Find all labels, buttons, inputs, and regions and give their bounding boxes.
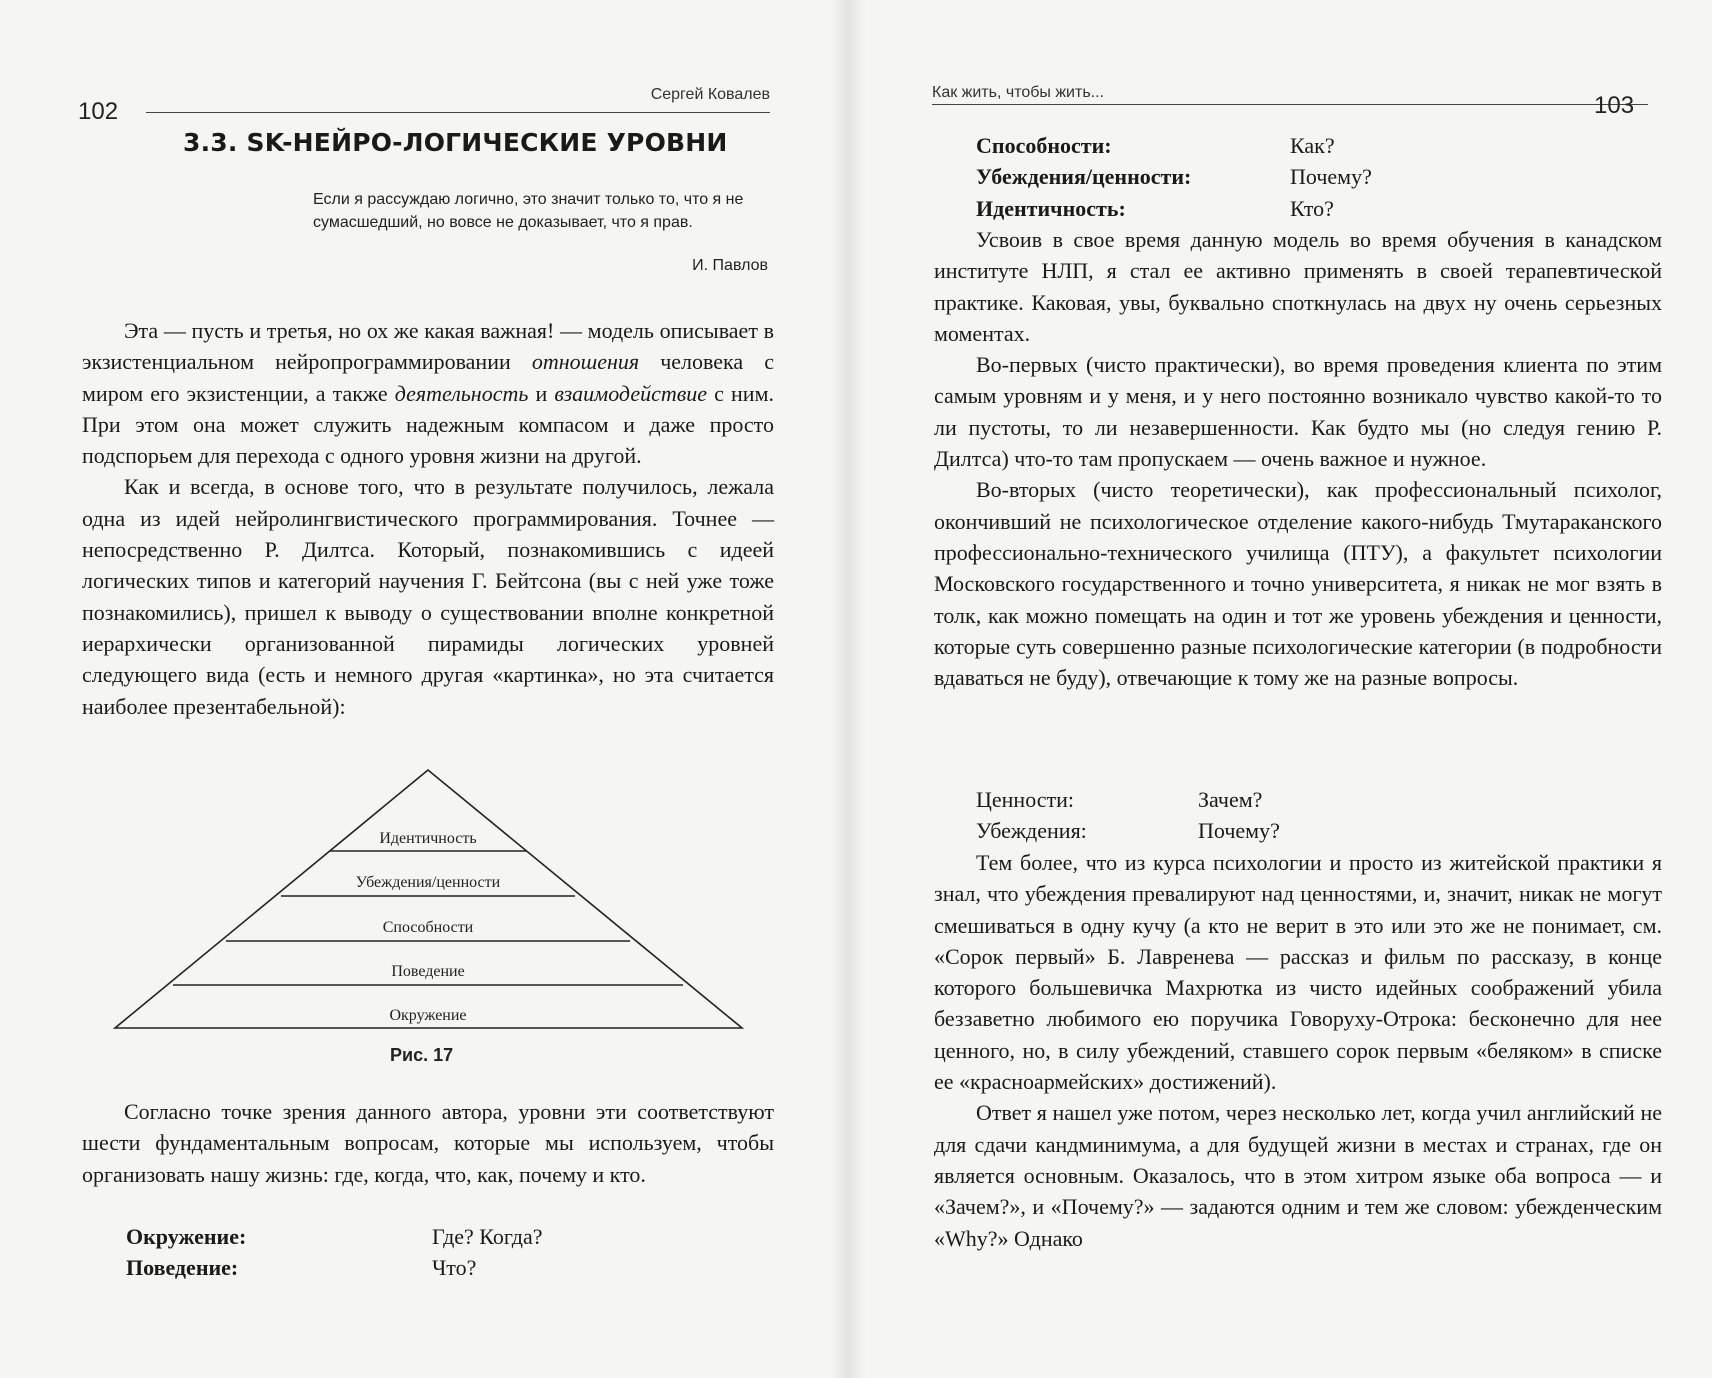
question-pair: Убеждения/ценности: Почему? <box>976 164 1372 190</box>
paragraph: Тем более, что из курса психологии и просто из житейской практики я знал, что убеждения превалируют над ценностями, и, значит, никак не могут смешиваться в одну кучу (а кто не верит в это или это же не понимает, см. «Сорок первый» Б. Лавренева — рассказ и фильм по рассказу, в конце которого большевичка Махрютка из чисто идейных соображений убила беззаветно любимого ею поручика Говоруху-Отрока: бесконечно для нее ценного, но, в силу убеждений, ставшего сорок первым «беляком» в списке ее «красноармейских» достижений). <box>934 850 1662 1095</box>
page-number-left: 102 <box>78 98 119 125</box>
question-pair: Убеждения: Почему? <box>976 818 1280 844</box>
pyramid-level-behavior: Поведение <box>391 963 465 980</box>
question-list-right-mid <box>976 784 1280 847</box>
left-body-top <box>82 315 774 722</box>
paragraph: Усвоив в свое время данную модель во время обучения в канадском институте НЛП, я стал ее активно применять в своей терапевтической практике. Каковая, увы, буквально споткнулась на двух ну очень серьезных моментах. <box>934 227 1662 346</box>
paragraph: Как и всегда, в основе того, что в результате получилось, лежала одна из идей нейролингвистического программирования. Точнее — непосредственно Р. Дилтса. Который, познакомившись с идеей логических типов и категорий научения Г. Бейтсона (вы с ней уже тоже познакомились), пришел к выводу о существовании вполне конкретной иерархически организованной пирамиды логических уровней следующего вида (есть и немного другая «картинка», но эта считается наиболее презентабельной): <box>82 474 774 719</box>
question-list-right-top <box>976 130 1372 224</box>
figure-caption: Рис. 17 <box>390 1045 454 1065</box>
pyramid-figure <box>110 765 750 1035</box>
page-number-right: 103 <box>1594 92 1635 119</box>
paragraph: Ответ я нашел уже потом, через несколько лет, когда учил английский не для сдачи кандминимума, а для будущей жизни в местах и странах, где он является основным. Оказалось, что в этом хитром языке оба вопроса — и «Зачем?», и «Почему?» — задаются одним и тем же словом: убежденческим «Why?» Однако <box>934 1100 1662 1251</box>
epigraph-author: И. Павлов <box>692 257 768 274</box>
question-pair: Окружение: Где? Когда? <box>126 1224 543 1249</box>
paragraph: Во-первых (чисто практически), во время проведения клиента по этим самым уровням и у меня, и у него постоянно возникало чувство какой-то то ли пустоты, то ли незавершенности. Как будто мы (но следуя гению Р. Дилтса) что-то там пропускаем — очень важное и нужное. <box>934 352 1662 472</box>
header-rule-right <box>932 104 1648 105</box>
running-head-left: Сергей Ковалев <box>650 86 770 103</box>
question-pair: Поведение: Что? <box>126 1255 477 1281</box>
right-body-top <box>934 224 1662 693</box>
paragraph: Согласно точке зрения данного автора, уровни эти соответствуют шести фундаментальным вопросам, которые мы используем, чтобы организовать нашу жизнь: где, когда, что, как, почему и кто. <box>82 1099 774 1187</box>
chapter-title: 3.3. SK-НЕЙРО-ЛОГИЧЕСКИЕ УРОВНИ <box>183 128 728 157</box>
header-rule-left <box>146 112 770 113</box>
left-page <box>0 0 848 1378</box>
epigraph: Если я рассуждаю логично, это значит только то, что я не сумасшедший, но вовсе не доказывает, что я прав. <box>313 191 744 231</box>
pyramid-level-capabilities: Способности <box>382 919 474 936</box>
question-pair: Ценности: Зачем? <box>976 787 1263 812</box>
paragraph: Во-вторых (чисто теоретически), как профессиональный психолог, окончивший не психологическое отделение какого-нибудь Тмутараканского профессионально-технического училища (ПТУ), а факультет психологии Московского государственного и точно университета, я никак не мог взять в толк, как можно помещать на один и тот же уровень убеждения и ценности, которые суть совершенно разные психологические категории (в подробности вдаваться не буду), отвечающие к тому же на разные вопросы. <box>934 477 1662 691</box>
pyramid-level-environment: Окружение <box>389 1007 467 1024</box>
question-pair: Способности: Как? <box>976 133 1335 158</box>
pyramid-level-beliefs: Убеждения/ценности <box>355 874 501 891</box>
running-head-right: Как жить, чтобы жить... <box>932 84 1104 101</box>
question-list-left <box>126 1221 543 1284</box>
pyramid-level-identity: Идентичность <box>379 830 477 847</box>
right-page <box>848 0 1712 1378</box>
paragraph: Эта — пусть и третья, но ох же какая важная! — модель описывает в экзистенциальном нейропрограммировании отношения человека с миром его экзистенции, а также деятельность и взаимодействие с ним. При этом она может служить надежным компасом и даже просто подспорьем для перехода с одного уровня жизни на другой. <box>82 318 775 469</box>
left-body-bottom <box>82 1096 774 1190</box>
question-pair: Идентичность: Кто? <box>976 195 1334 221</box>
pyramid-outline <box>115 770 742 1028</box>
right-body-bottom <box>934 847 1662 1254</box>
